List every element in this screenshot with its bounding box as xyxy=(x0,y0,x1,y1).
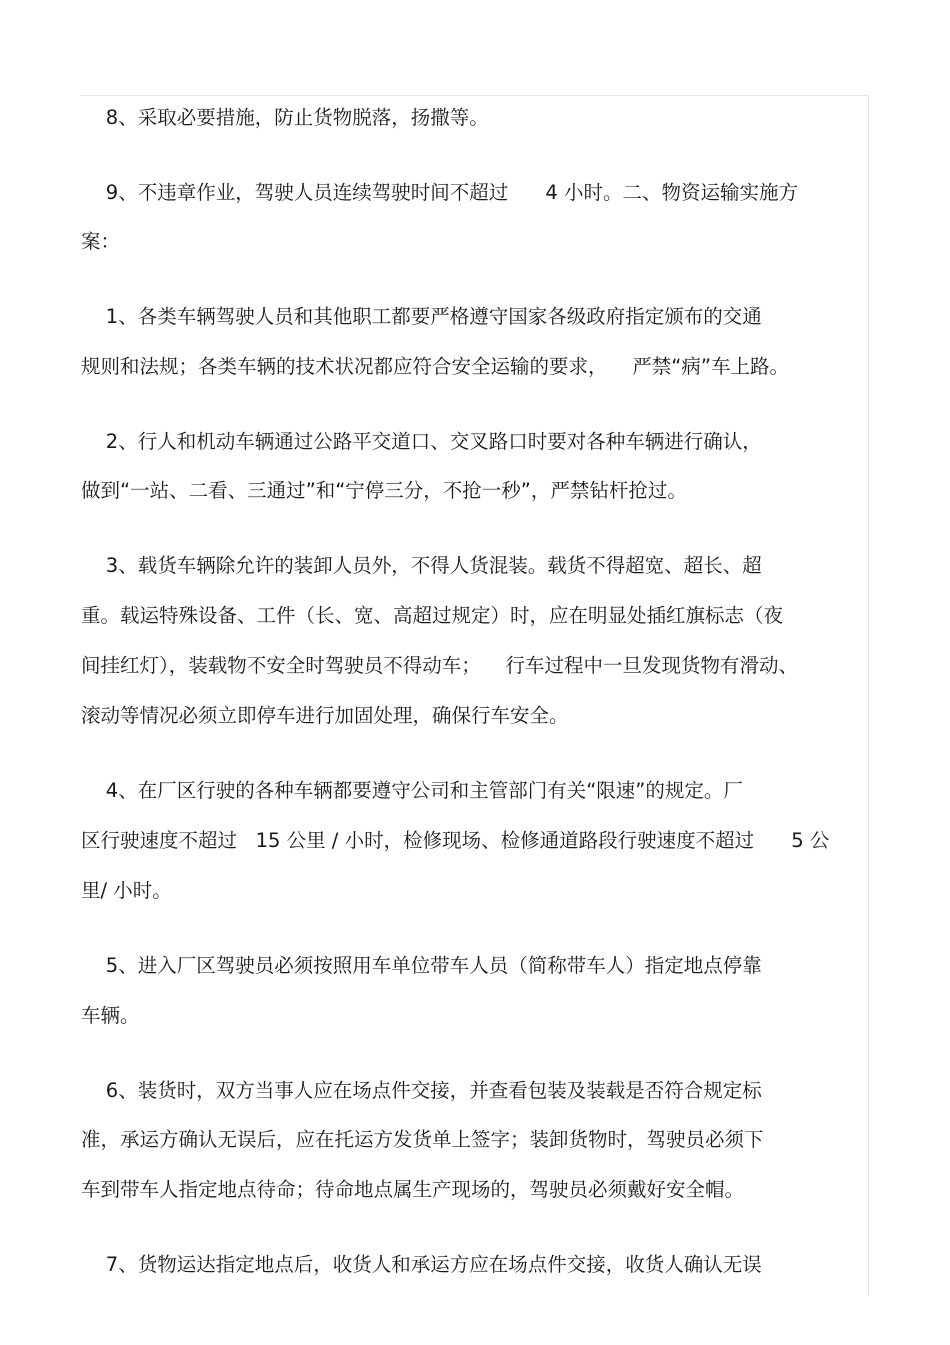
text-line: 准，承运方确认无误后，应在托运方发货单上签字；装卸货物时，驾驶员必须下 xyxy=(81,1128,764,1151)
text-line: 案： xyxy=(81,230,121,253)
text-line: 做到“一站、二看、三通过”和“宁停三分，不抢一秒”，严禁钻杆抢过。 xyxy=(81,479,687,502)
text-line: 5、进入厂区驾驶员必须按照用车单位带车人员（简称带车人）指定地点停靠 xyxy=(81,954,762,977)
text-line: 9、不违章作业，驾驶人员连续驾驶时间不超过 4 小时。二、物资运输实施方 xyxy=(81,181,798,204)
text-line: 重。载运特殊设备、工件（长、宽、高超过规定）时，应在明显处插红旗标志（夜 xyxy=(81,604,784,627)
text-line: 1、各类车辆驾驶人员和其他职工都要严格遵守国家各级政府指定颁布的交通 xyxy=(81,305,762,328)
text-line: 滚动等情况必须立即停车进行加固处理，确保行车安全。 xyxy=(81,704,569,727)
text-line: 4、在厂区行驶的各种车辆都要遵守公司和主管部门有关“限速”的规定。厂 xyxy=(81,779,743,802)
text-line: 车辆。 xyxy=(81,1004,140,1027)
text-line: 3、载货车辆除允许的装卸人员外，不得人货混装。载货不得超宽、超长、超 xyxy=(81,554,762,577)
text-line: 8、采取必要措施，防止货物脱落，扬撒等。 xyxy=(81,106,489,129)
text-line: 2、行人和机动车辆通过公路平交道口、交叉路口时要对各种车辆进行确认， xyxy=(81,430,762,453)
text-line: 6、装货时，双方当事人应在场点件交接，并查看包装及装载是否符合规定标 xyxy=(81,1079,762,1102)
text-line: 规则和法规；各类车辆的技术状况都应符合安全运输的要求， 严禁“病”车上路。 xyxy=(81,355,789,378)
text-line: 7、货物运达指定地点后，收货人和承运方应在场点件交接，收货人确认无误 xyxy=(81,1253,762,1276)
text-line: 区行驶速度不超过 15 公里 / 小时，检修现场、检修通道路段行驶速度不超过 5 公 xyxy=(81,829,830,852)
text-line: 车到带车人指定地点待命；待命地点属生产现场的，驾驶员必须戴好安全帽。 xyxy=(81,1178,745,1201)
text-line: 里/ 小时。 xyxy=(81,879,172,902)
page-border xyxy=(80,95,869,1296)
text-line: 间挂红灯），装载物不安全时驾驶员不得动车； 行车过程中一旦发现货物有滑动、 xyxy=(81,654,799,677)
